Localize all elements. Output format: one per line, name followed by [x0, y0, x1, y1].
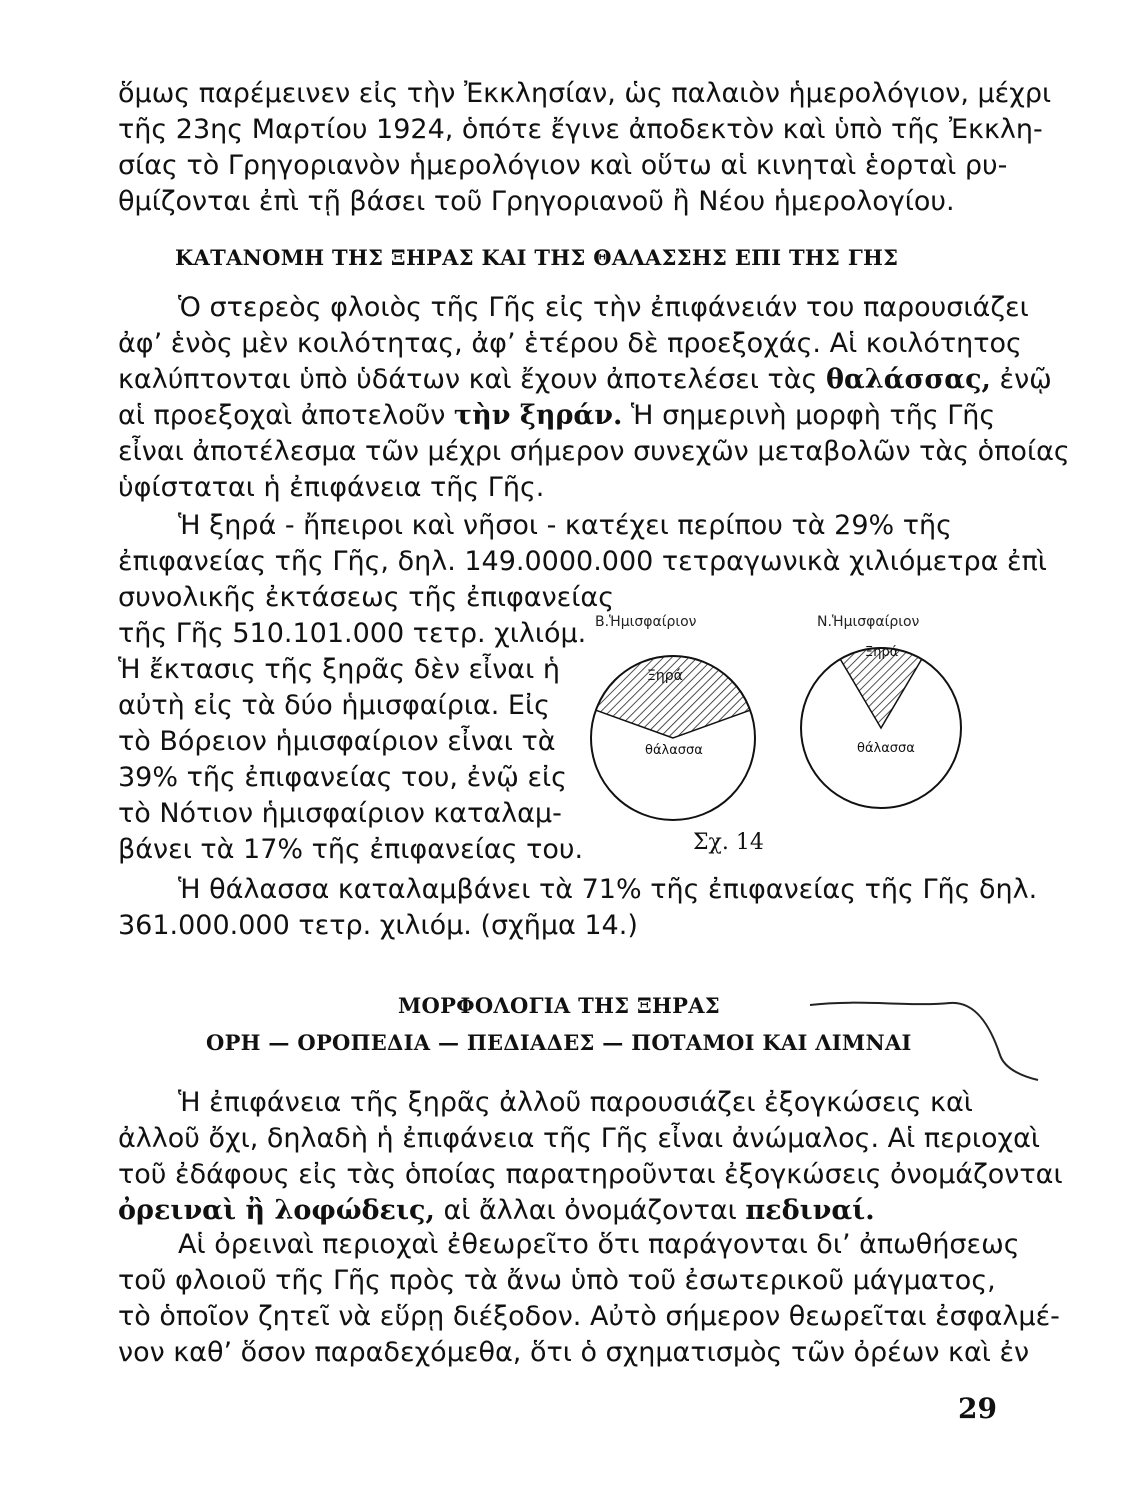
text-line: θμίζονται ἐπὶ τῇ βάσει τοῦ Γρηγοριανοῦ ἢ Νέου ἡμερολογίου.	[118, 186, 955, 217]
text-line: Ὁ στερεὸς φλοιὸς τῆς Γῆς εἰς τὴν ἐπιφάνειάν του παρουσιάζει	[178, 292, 1029, 323]
text-line: ὅμως παρέμεινεν εἰς τὴν Ἐκκλησίαν, ὡς παλαιὸν ἡμερολόγιον, μέχρι	[118, 78, 1052, 109]
text-run: καλύπτονται ὑπὸ ὑδάτων καὶ ἔχουν ἀποτελέσει τὰς	[118, 364, 826, 395]
text-line: τὸ ὁποῖον ζητεῖ νὰ εὕρῃ διέξοδον. Αὐτὸ σήμερον θεωρεῖται ἐσφαλμέ-	[118, 1301, 1060, 1332]
text-line: συνολικῆς ἐκτάσεως τῆς ἐπιφανείας	[118, 582, 615, 613]
text-run: ἐνῷ	[990, 364, 1052, 395]
text-line: 361.000.000 τετρ. χιλιόμ. (σχῆμα 14.)	[118, 910, 638, 941]
text-line: βάνει τὰ 17% τῆς ἐπιφανείας του.	[118, 834, 584, 865]
sea-area-paragraph	[118, 872, 1038, 944]
north-hemisphere-label: Β.Ἡμισφαίριον	[595, 614, 697, 630]
text-line: τοῦ ἐδάφους εἰς τὰς ὁποίας παρατηροῦνται ἐξογκώσεις ὀνομάζονται	[118, 1159, 1063, 1190]
text-line: ἀφ’ ἑνὸς μὲν κοιλότητας, ἀφ’ ἑτέρου δὲ προεξοχάς. Αἱ κοιλότητος	[118, 328, 1022, 359]
bold-term: ὀρειναὶ ἢ λοφώδεις,	[118, 1195, 435, 1226]
text-line: Αἱ ὀρειναὶ περιοχαὶ ἐθεωρεῖτο ὅτι παράγονται δι’ ἀπωθήσεως	[178, 1229, 1020, 1260]
text-line: τὸ Νότιον ἡμισφαίριον καταλαμ-	[118, 798, 562, 829]
land-label: Ξηρά	[647, 668, 683, 684]
land-sea-paragraph	[118, 290, 1070, 506]
text-line: νον καθ’ ὅσον παραδεχόμεθα, ὅτι ὁ σχηματισμὸς τῶν ὀρέων καὶ ἐν	[118, 1337, 1030, 1368]
text-line: τῆς Γῆς 510.101.000 τετρ. χιλιόμ.	[118, 618, 587, 649]
section-heading: ΜΟΡΦΟΛΟΓΙΑ ΤΗΣ ΞΗΡΑΣ	[398, 993, 721, 1018]
page-number: 29	[958, 1392, 997, 1425]
text-line: 39% τῆς ἐπιφανείας του, ἐνῷ εἰς	[118, 762, 568, 793]
text-line: εἶναι ἀποτέλεσμα τῶν μέχρι σήμερον συνεχῶν μεταβολῶν τὰς ὁποίας	[118, 436, 1070, 467]
text-line	[118, 398, 996, 434]
bold-term: τὴν ξηράν.	[453, 400, 623, 431]
section-subheading: ΟΡΗ — ΟΡΟΠΕΔΙΑ — ΠΕΔΙΑΔΕΣ — ΠΟΤΑΜΟΙ ΚΑΙ ΛΙΜΝΑΙ	[206, 1030, 912, 1055]
section-heading: ΚΑΤΑΝΟΜΗ ΤΗΣ ΞΗΡΑΣ ΚΑΙ ΤΗΣ ΘΑΛΑΣΣΗΣ ΕΠΙ ΤΗΣ ΓΗΣ	[175, 245, 899, 270]
text-line: Ἡ ξηρά - ἤπειροι καὶ νῆσοι - κατέχει περίπου τὰ 29% τῆς	[178, 510, 952, 541]
handwritten-mark	[800, 995, 1040, 1085]
land-label: Ξηρά	[865, 645, 899, 660]
text-line: ἀλλοῦ ὄχι, δηλαδὴ ἡ ἐπιφάνεια τῆς Γῆς εἶναι ἀνώμαλος. Αἱ περιοχαὶ	[118, 1123, 1041, 1154]
bold-term: πεδιναί.	[745, 1195, 875, 1226]
intro-paragraph	[118, 76, 1052, 220]
south-hemisphere-circle	[801, 645, 961, 808]
mountain-paragraph	[118, 1227, 1060, 1371]
text-line: τοῦ φλοιοῦ τῆς Γῆς πρὸς τὰ ἄνω ὑπὸ τοῦ ἐσωτερικοῦ μάγματος,	[118, 1265, 996, 1296]
text-line: Ἡ θάλασσα καταλαμβάνει τὰ 71% τῆς ἐπιφανείας τῆς Γῆς δηλ.	[178, 874, 1038, 905]
text-run: αἱ ἄλλαι ὀνομάζονται	[434, 1195, 746, 1226]
text-line: Ἡ ἐπιφάνεια τῆς ξηρᾶς ἀλλοῦ παρουσιάζει ἐξογκώσεις καὶ	[178, 1087, 973, 1118]
sea-label: θάλασσα	[645, 743, 703, 758]
text-line	[118, 362, 1052, 398]
text-run: Ἡ σημερινὴ μορφὴ τῆς Γῆς	[622, 400, 996, 431]
text-line: αὐτὴ εἰς τὰ δύο ἡμισφαίρια. Εἰς	[118, 690, 550, 721]
hemisphere-figure	[585, 608, 985, 868]
sea-label: θάλασσα	[857, 741, 915, 756]
bold-term: θαλάσσας,	[825, 364, 991, 395]
land-area-paragraph	[118, 508, 1047, 580]
text-line: ἐπιφανείας τῆς Γῆς, δηλ. 149.0000.000 τετραγωνικὰ χιλιόμετρα ἐπὶ	[118, 546, 1047, 577]
south-hemisphere-label: Ν.Ἡμισφαίριον	[817, 614, 920, 630]
wrapped-text-column	[118, 580, 615, 868]
text-line: τὸ Βόρειον ἡμισφαίριον εἶναι τὰ	[118, 726, 556, 757]
north-hemisphere-circle	[591, 656, 755, 820]
text-run: αἱ προεξοχαὶ ἀποτελοῦν	[118, 400, 454, 431]
text-line: Ἡ ἔκτασις τῆς ξηρᾶς δὲν εἶναι ἡ	[118, 654, 560, 685]
text-line	[118, 1193, 990, 1229]
figure-caption: Σχ. 14	[693, 830, 764, 855]
text-line: τῆς 23ης Μαρτίου 1924, ὁπότε ἔγινε ἀποδεκτὸν καὶ ὑπὸ τῆς Ἐκκλη-	[118, 114, 1043, 145]
text-line: ὑφίσταται ἡ ἐπιφάνεια τῆς Γῆς.	[118, 472, 545, 503]
text-line: σίας τὸ Γρηγοριανὸν ἡμερολόγιον καὶ οὕτω αἱ κινηταὶ ἑορταὶ ρυ-	[118, 150, 1008, 181]
relief-paragraph	[118, 1085, 1063, 1229]
